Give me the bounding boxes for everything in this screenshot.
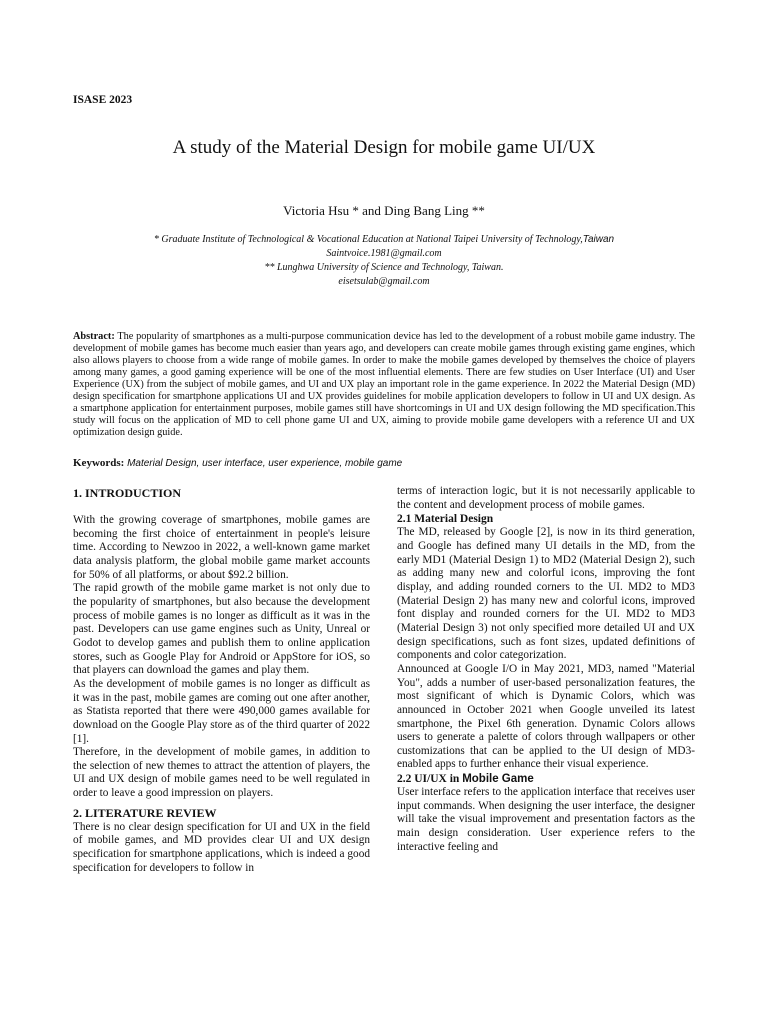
keywords-text: Material Design, user interface, user experience, mobile game bbox=[127, 458, 403, 469]
affiliation-1-text: * Graduate Institute of Technological & Vocational Education at National Taipei University of Technology, bbox=[153, 234, 583, 245]
intro-paragraph-4: Therefore, in the development of mobile games, in addition to the selection of new themes to attract the attention of players, the UI and UX design of mobile games need to be well regulated in order to leave a good impression on players. bbox=[73, 746, 370, 800]
email-2: eisetsulab@gmail.com bbox=[338, 276, 430, 287]
material-design-paragraph-2: Announced at Google I/O in May 2021, MD3, named "Material You", adds a number of user-based personalization features, the most significant of which is Dynamic Colors, which was announced in October 2021 when Google unveiled its latest smartphone, the Pixel 6th generation. Dynamic Colors allows users to generate a palette of colors through wallpapers or other customizations that can be applied to the UI design of MD3-enabled apps to further enhance their visual experience. bbox=[397, 662, 695, 771]
uiux-heading-number: 2.2 UI/UX in bbox=[397, 773, 460, 786]
uiux-heading bbox=[397, 772, 695, 786]
literature-heading: 2. LITERATURE REVIEW bbox=[73, 805, 217, 820]
intro-paragraph-2: The rapid growth of the mobile game market is not only due to the popularity of smartphones, but also because the development process of mobile games is no longer as difficult as it was in the past. Developers can use game engines such as Unity, Unreal or Godot to develop games and publish them to online application stores, such as Google Play for Android or AppStore for iOS, so that players can download the games and play them. bbox=[73, 582, 370, 677]
keywords-label: Keywords: bbox=[73, 457, 125, 469]
abstract-text: The popularity of smartphones as a multi-purpose communication device has led to the development of a robust mobile game industry. The development of mobile games has become much easier than years ago, and developers can create mobile games through existing game engines, which also allows players to choose from a wide range of mobile games. In order to make the mobile games developed by themselves the choice of players among many games, a good gaming experience will be one of the most influential elements. There are few studies on User Interface (UI) and User Experience (UX) from the subject of mobile games, and UI and UX play an important role in the game experience. In 2022 the Material Design (MD) design specification for smartphone applications UI and UX provides guidelines for mobile application developers to follow in UI and UX design. As a smartphone application for entertainment purposes, mobile games still have shortcomings in UI and UX design following the MD specification.This study will focus on the application of MD to cell phone game UI and UX, aiming to provide mobile game developers with a reference UI and UX optimization design guide. bbox=[73, 331, 696, 439]
author-list: Victoria Hsu * and Ding Bang Ling ** bbox=[283, 203, 485, 218]
material-design-heading: 2.1 Material Design bbox=[397, 513, 494, 526]
intro-heading: 1. INTRODUCTION bbox=[73, 486, 182, 500]
continued-paragraph: terms of interaction logic, but it is not necessarily applicable to the content and development process of mobile games. bbox=[397, 485, 695, 511]
intro-paragraph-1: With the growing coverage of smartphones, mobile games are becoming the first choice of entertainment in people's leisure time. According to Newzoo in 2022, a well-known game market data analysis platform, the global mobile game market accounts for 50% of all platforms, or about $92.2 billion. bbox=[73, 514, 370, 581]
abstract-label: Abstract: bbox=[73, 331, 115, 342]
material-design-paragraph-1: The MD, released by Google [2], is now in its third generation, and Google has defined many UI details in the MD, from the early MD1 (Material Design 1) to MD2 (Material Design 2), such as adding many new and colorful icons, improving the font display, and adding rounded corners to the UI. MD2 to MD3 (Material Design 2) has many new and colorful icons, improved font display and rounded corners for the UI. MD2 to MD3 (Material Design 3) not only specified more detailed UI and UX design specifications, such as font sizes, updated definitions of components and color categorization. bbox=[397, 526, 695, 662]
affiliations bbox=[0, 233, 768, 289]
affiliation-1-country: Taiwan bbox=[582, 234, 615, 245]
intro-paragraph-3: As the development of mobile games is no longer as difficult as it was in the past, mobile games are coming out one after another, as Statista reported that there were 490,000 games available for download on the Google Play store as of the third quarter of 2022 [1]. bbox=[73, 677, 370, 745]
literature-paragraph-1: There is no clear design specification for UI and UX in the field of mobile games, and MD provides clear UI and UX design specification for smartphone applications, which is indeed a good specification for developers to follow in bbox=[73, 820, 370, 874]
keywords bbox=[73, 457, 695, 469]
left-column bbox=[73, 485, 370, 875]
affiliation-1 bbox=[0, 233, 768, 247]
email-1: Saintvoice.1981@gmail.com bbox=[326, 248, 442, 259]
affiliation-2: ** Lunghwa University of Science and Technology, Taiwan. bbox=[264, 262, 504, 273]
right-column bbox=[397, 485, 695, 854]
abstract bbox=[73, 331, 695, 439]
paper-title: A study of the Material Design for mobile game UI/UX bbox=[172, 137, 596, 158]
uiux-heading-rest: Mobile Game bbox=[462, 773, 534, 786]
conference-label: ISASE 2023 bbox=[73, 94, 133, 106]
uiux-paragraph-1: User interface refers to the application interface that receives user input commands. When designing the user interface, the designer will take the visual improvement and presentation factors as the main design consideration. User experience refers to the interactive feeling and bbox=[397, 786, 695, 853]
